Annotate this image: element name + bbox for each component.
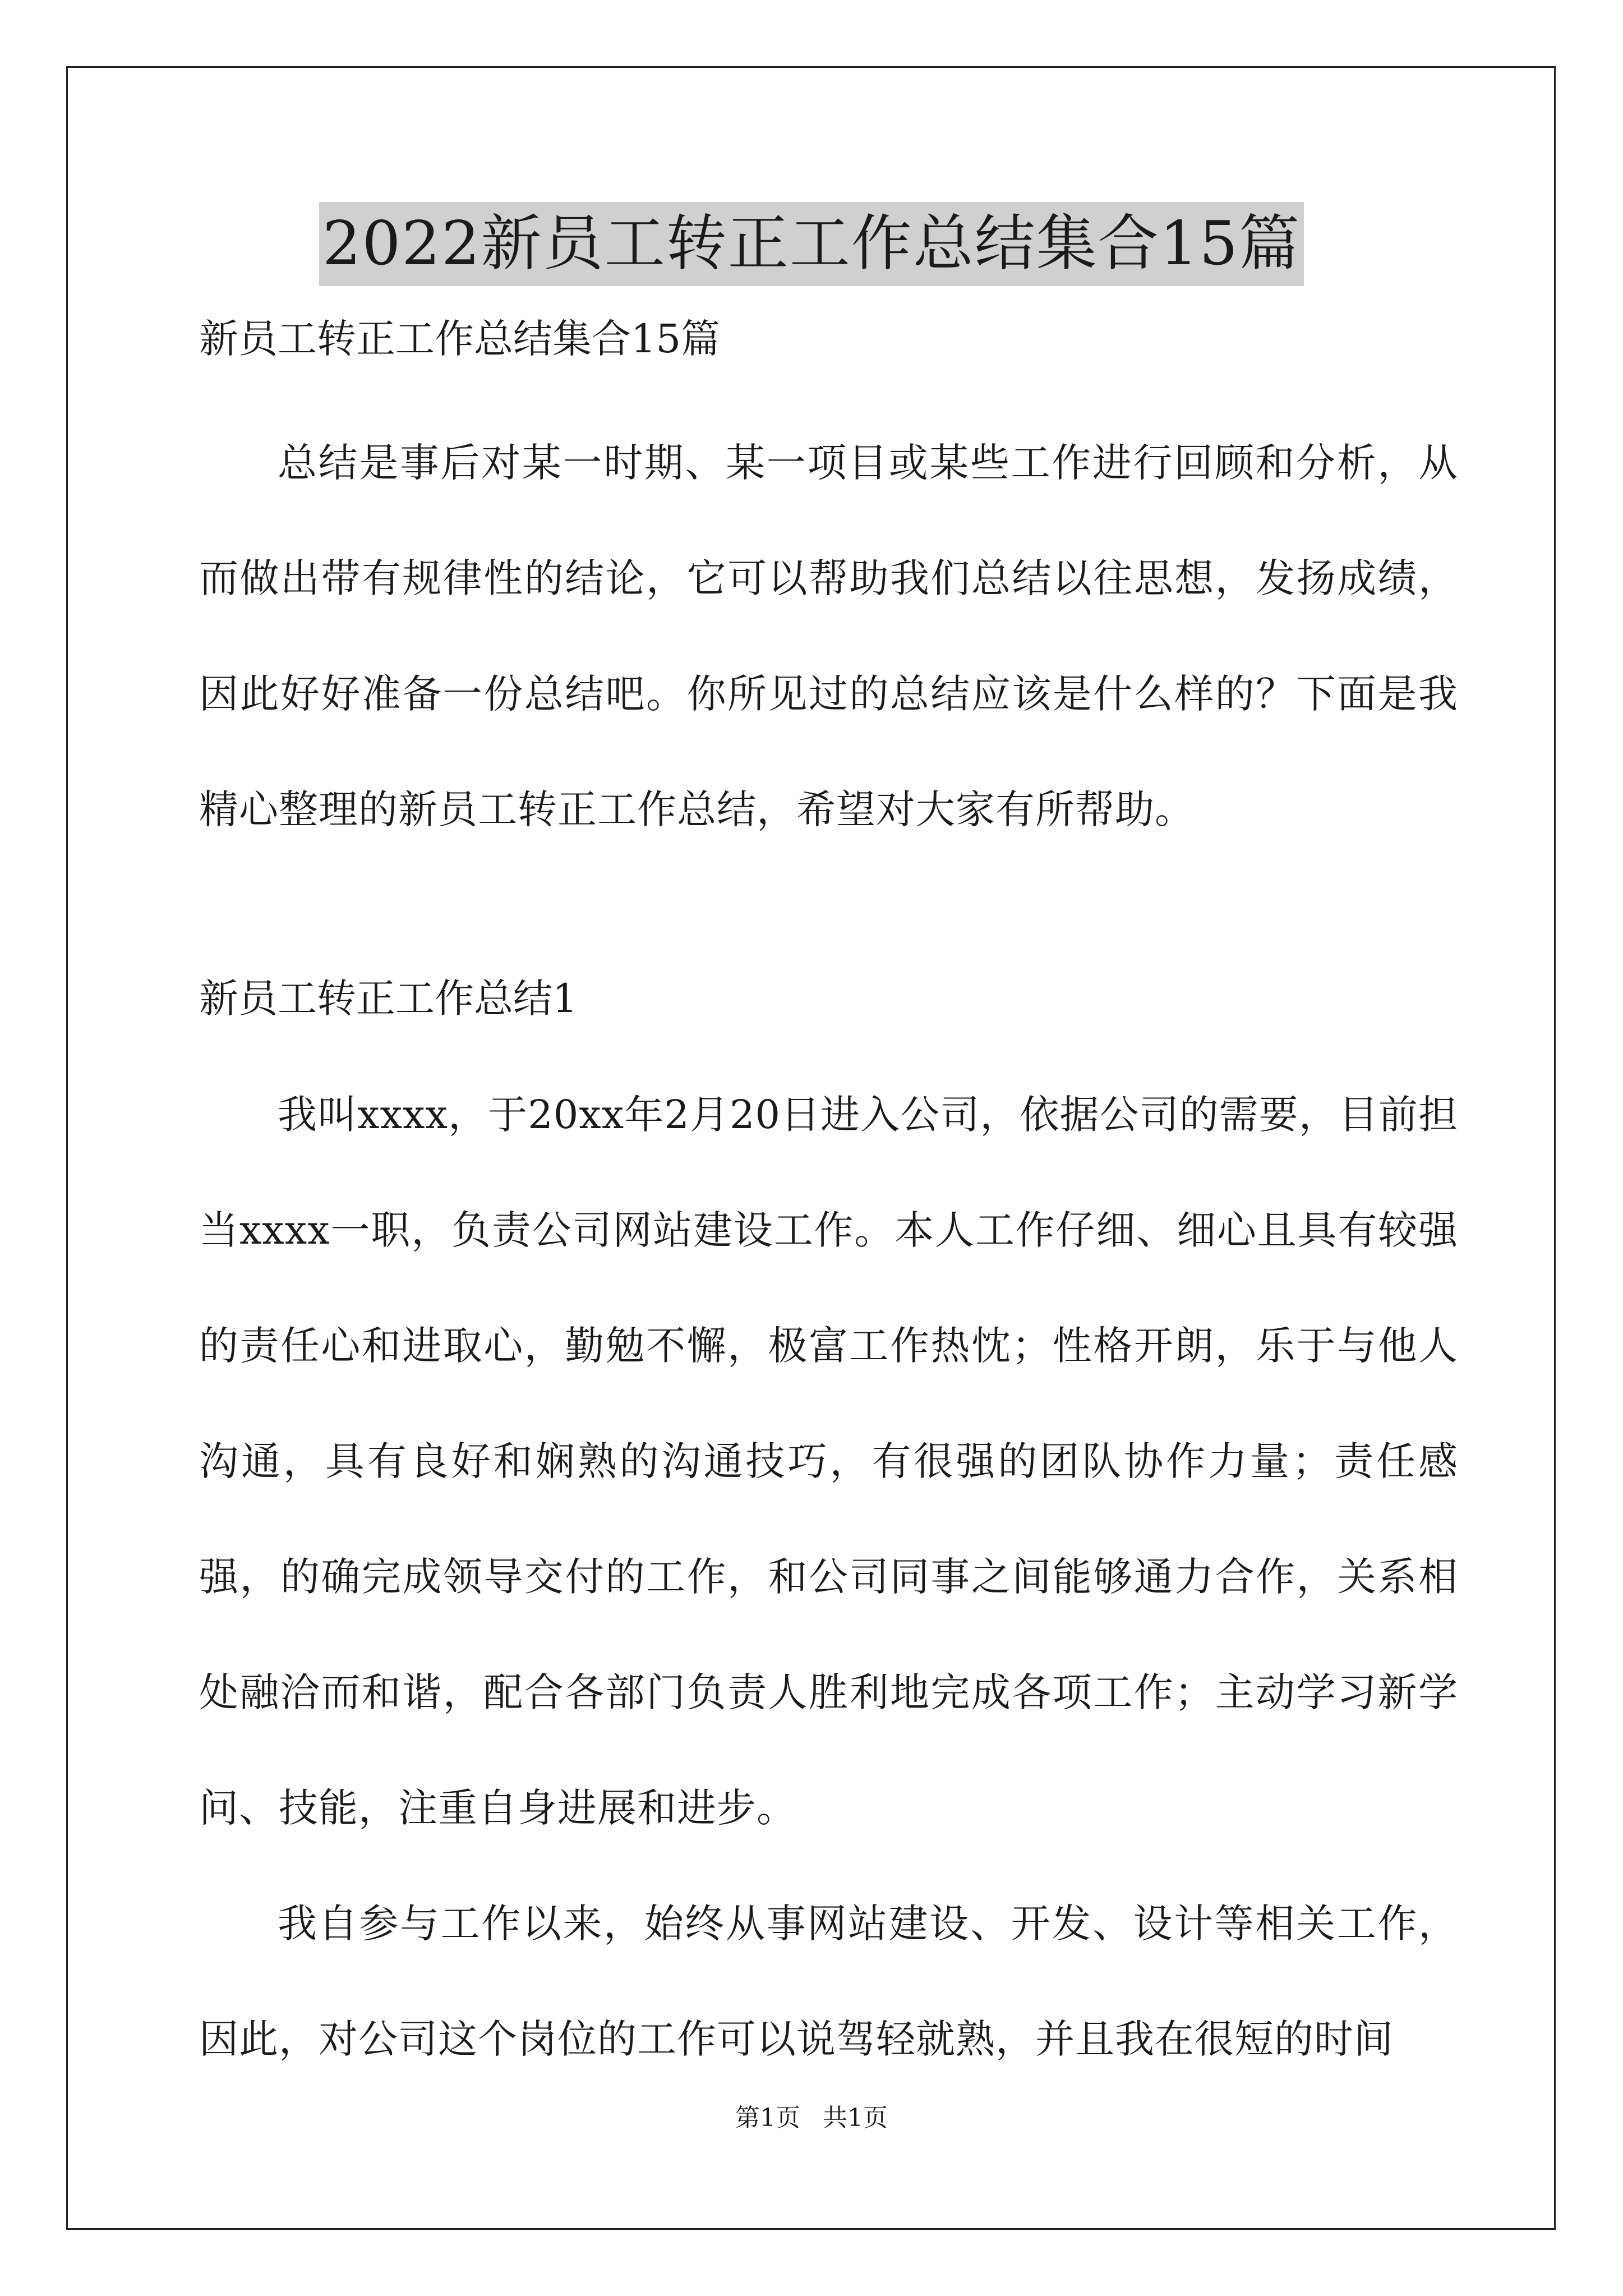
document-subtitle: 新员工转正工作总结集合15篇 xyxy=(199,316,721,362)
page-total: 共1页 xyxy=(823,2104,888,2132)
spacer xyxy=(199,370,1458,405)
spacer xyxy=(199,1030,1458,1057)
page-footer xyxy=(0,2101,1623,2135)
document-title: 2022新员工转正工作总结集合15篇 xyxy=(319,202,1304,286)
title-container xyxy=(0,202,1623,286)
section-paragraph-2: 我自参与工作以来，始终从事网站建设、开发、设计等相关工作，因此，对公司这个岗位的工作可以说驾轻就熟，并且我在很短的时间 xyxy=(199,1901,1458,2062)
section-heading: 新员工转正工作总结1 xyxy=(199,976,578,1022)
document-body xyxy=(199,307,1458,2097)
page-number: 第1页 xyxy=(735,2104,800,2132)
spacer xyxy=(199,867,1458,967)
section-paragraph-1: 我叫xxxx，于20xx年2月20日进入公司，依据公司的需要，目前担当xxxx一职，负责公司网站建设工作。本人工作仔细、细心且具有较强的责任心和进取心，勤勉不懈，极富工作热忱；性格开朗，乐于与他人沟通，具有良好和娴熟的沟通技巧，有很强的团队协作力量；责任感强，的确完成领导交付的工作，和公司同事之间能够通力合作，关系相处融洽而和谐，配合各部门负责人胜利地完成各项工作；主动学习新学问、技能，注重自身进展和进步。 xyxy=(199,1092,1458,1831)
intro-paragraph: 总结是事后对某一时期、某一项目或某些工作进行回顾和分析，从而做出带有规律性的结论，它可以帮助我们总结以往思想，发扬成绩，因此好好准备一份总结吧。你所见过的总结应该是什么样的？下面是我精心整理的新员工转正工作总结，希望对大家有所帮助。 xyxy=(199,440,1458,832)
